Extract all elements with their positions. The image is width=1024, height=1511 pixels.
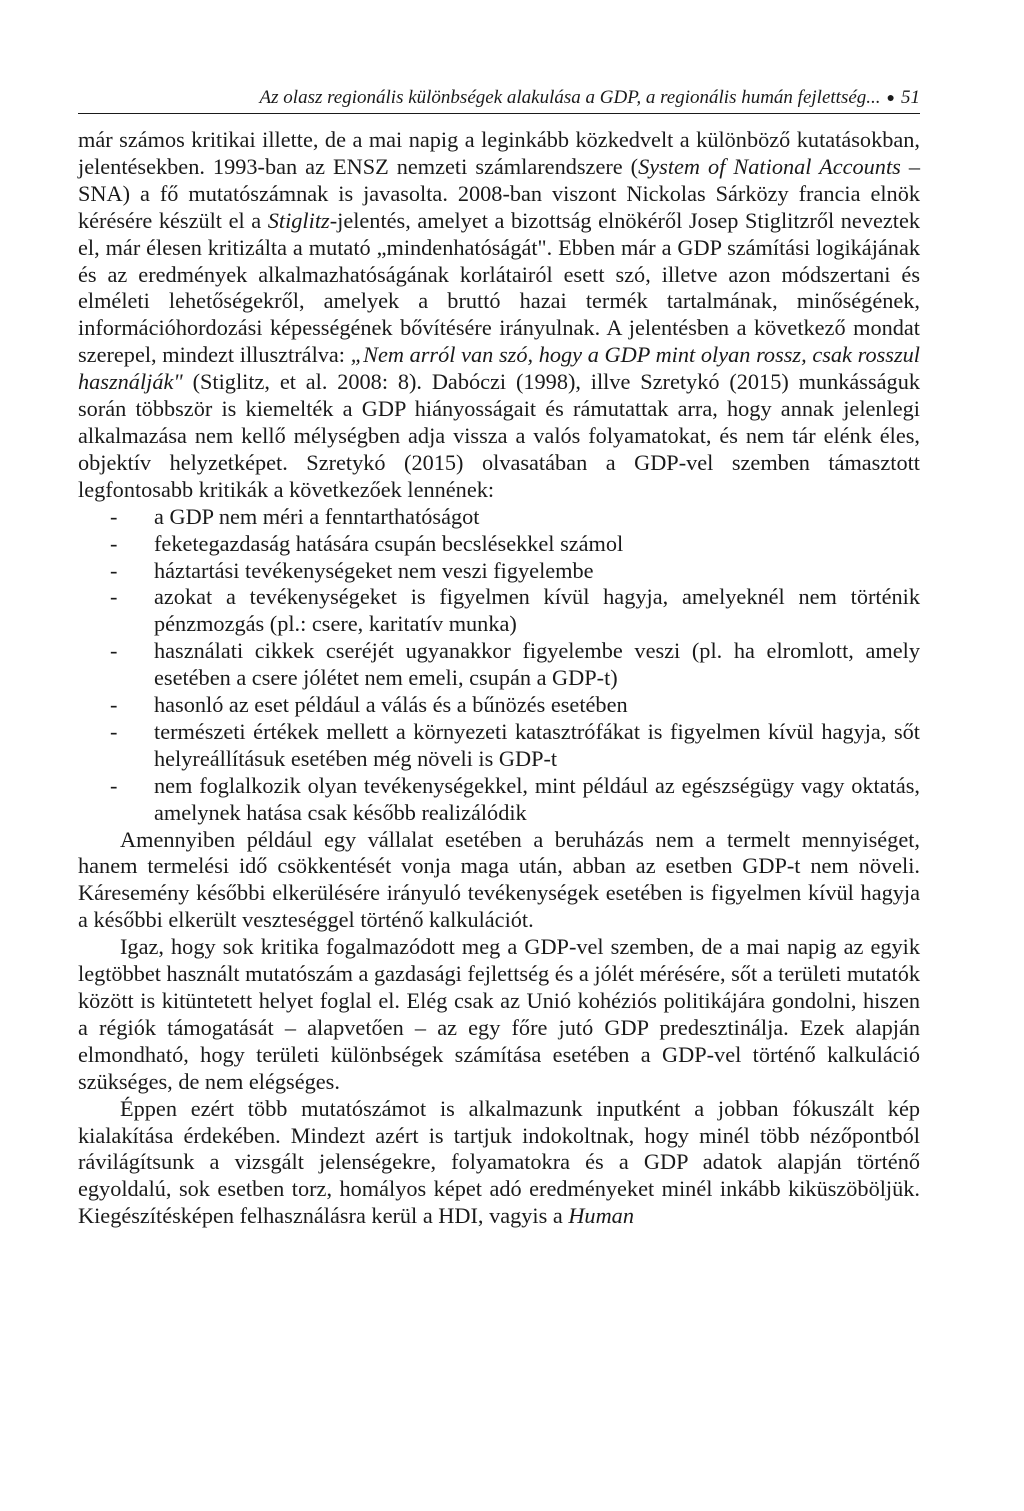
list-item [78,584,920,638]
list-dash: - [110,772,118,798]
paragraph-2: Amennyiben például egy vállalat esetében a beruházás nem a termelt mennyiséget, hanem termelési idő csökkentését vonja maga után, abban az esetben GDP-t nem növeli. Káresemény későbbi elkerülésére irányuló tevékenységek esetében is figyelmen kívül hagyja a későbbi elkerült veszteséggel történő kalkulációt. [78,826,920,933]
paragraph-4 [78,1096,920,1231]
list-dash: - [110,638,118,664]
list-dash: - [110,718,118,744]
list-item [78,773,920,827]
paragraph-1-italic-quote: „Nem arról van szó, hogy a GDP mint olyan rossz, csak rosszul használják" [78,342,920,395]
paragraph-1-italic-stiglitz: Stiglitz [267,207,330,233]
list-item [78,504,920,531]
criticism-list [78,504,920,827]
paragraph-1-text-b: – SNA) a fő mutatószámnak is javasolta. 2008-ban viszont Nickolas Sárközy francia elnök kérésére készült el a [78,153,920,233]
list-item-text: hasonló az eset például a válás és a bűnözés esetében [154,692,628,718]
list-item-text: használati cikkek cseréjét ugyanakkor figyelembe veszi (pl. ha elromlott, amely esetében a csere jólétet nem emeli, csupán a GDP-t) [154,638,920,691]
list-item-text: nem foglalkozik olyan tevékenységekkel, mint például az egészségügy vagy oktatás, amelynek hatása csak később realizálódik [154,772,920,825]
list-dash: - [110,692,118,718]
list-item [78,638,920,692]
bullet-separator: ● [886,91,895,106]
list-item-text: természeti értékek mellett a környezeti katasztrófákat is figyelmen kívül hagyja, sőt helyreállításuk esetében még növeli is GDP-t [154,718,920,771]
list-dash: - [110,557,118,583]
list-item-text: feketegazdaság hatására csupán becslésekkel számol [154,530,624,556]
list-item [78,531,920,558]
running-title: Az olasz regionális különbségek alakulása a GDP, a regionális humán fejlettség... [259,87,881,108]
paragraph-4-text: Éppen ezért több mutatószámot is alkalmazunk inputként a jobban fókuszált kép kialakítása érdekében. Mindezt azért is tartjuk indokoltnak, hogy minél több nézőpontból rávilágítsunk a vizsgált jelenségekre, folyamatokra és a GDP adatok alapján történő egyoldalú, sok esetben torz, homályos képet adó eredményeket minél inkább kiküszöböljük. Kiegészítésképen felhasználásra kerül a HDI, vagyis a [78,1095,920,1229]
paragraph-4-italic-human: Human [568,1203,634,1229]
list-item-text: a GDP nem méri a fenntarthatóságot [154,503,480,529]
list-item-text: háztartási tevékenységeket nem veszi figyelembe [154,557,594,583]
body-text [78,127,920,1230]
page-number: 51 [901,87,920,108]
list-dash: - [110,584,118,610]
list-dash: - [110,530,118,556]
list-dash: - [110,503,118,529]
list-item [78,719,920,773]
paragraph-1-text-a: már számos kritikai illette, de a mai napig a leginkább közkedvelt a különböző kutatásokban, jelentésekben. 1993-ban az ENSZ nemzeti számlarendszere ( [78,127,920,179]
paragraph-1-text-d: (Stiglitz, et al. 2008: 8). Dabóczi (1998), illve Szretykó (2015) munkásságuk során többször is kiemelték a GDP hiányosságait és rámutattak arra, hogy annak jelenlegi alkalmazása nem kellő mélységben adja vissza a valós folyamatokat, és nem tár elénk éles, objektív helyzetképet. Szretykó (2015) olvasatában a GDP-vel szemben támasztott legfontosabb kritikák a következőek lennének: [78,369,920,502]
list-item [78,692,920,719]
list-item-text: azokat a tevékenységeket is figyelmen kívül hagyja, amelyeknél nem történik pénzmozgás (pl.: csere, karitatív munka) [154,584,920,637]
running-header [78,86,920,114]
paragraph-1 [78,127,920,504]
list-item [78,558,920,585]
paragraph-1-italic-sna: System of National Accounts [638,153,901,179]
paragraph-1-text-c: -jelentés, amelyet a bizottság elnökéről Josep Stiglitzről neveztek el, már élesen kritizálta a mutató „mindenhatóságát". Ebben már a GDP számítási logikájának és az eredmények alkalmazhatóságának korlátairól esett szó, illetve azon módszertani és elméleti lehetőségekről, amelyek a bruttó hazai termék tartalmának, minőségének, információhordozási képességének bővítésére irányulnak. A jelentésben a következő mondat szerepel, mindezt illusztrálva: [78,207,921,368]
paragraph-3: Igaz, hogy sok kritika fogalmazódott meg a GDP-vel szemben, de a mai napig az egyik legtöbbet használt mutatószám a gazdasági fejlettség és a jólét mérésére, sőt a területi mutatók között is kitüntetett helyet foglal el. Elég csak az Unió kohéziós politikájára gondolni, hiszen a régiók támogatását – alapvetően – az egy főre jutó GDP predesztinálja. Ezek alapján elmondható, hogy területi különbségek számítása esetében a GDP-vel történő kalkuláció szükséges, de nem elégséges. [78,934,921,1094]
